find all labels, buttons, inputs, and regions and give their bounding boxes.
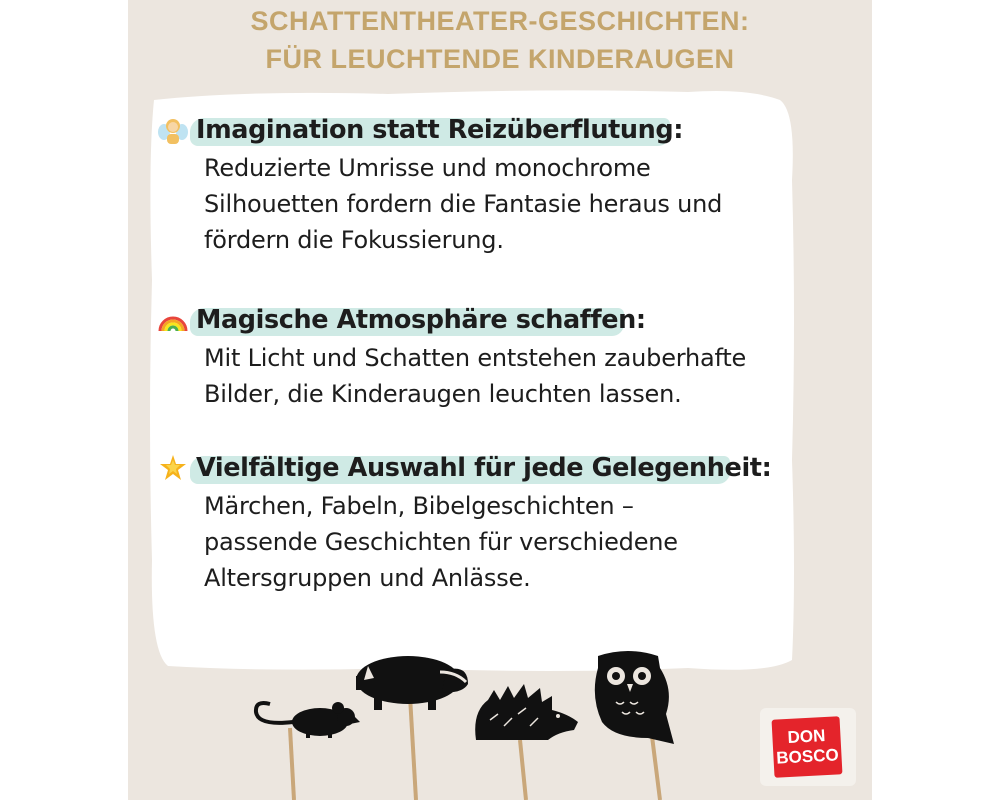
body-line: fördern die Fokussierung. — [204, 226, 504, 254]
body-line: Reduzierte Umrisse und monochrome — [204, 154, 651, 182]
title-line-1: SCHATTENTHEATER-GESCHICHTEN: — [250, 6, 750, 36]
logo-badge — [772, 716, 843, 777]
heading-text: Vielfältige Auswahl für jede Gelegenheit: — [196, 453, 772, 483]
owl-silhouette — [595, 651, 674, 744]
hedgehog-silhouette — [475, 684, 578, 740]
heading-text: Magische Atmosphäre schaffen: — [196, 305, 646, 335]
heading-text: Imagination statt Reizüberflutung: — [196, 115, 684, 145]
body-line: Bilder, die Kinderaugen leuchten lassen. — [204, 380, 682, 408]
body-line: passende Geschichten für verschiedene — [204, 528, 678, 556]
mouse-silhouette — [256, 702, 360, 738]
title-line-2: FÜR LEUCHTENDE KINDERAUGEN — [265, 44, 735, 74]
body-line: Silhouetten fordern die Fantasie heraus und — [204, 190, 723, 218]
shadow-puppets — [128, 0, 872, 800]
body-line: Märchen, Fabeln, Bibelgeschichten – — [204, 492, 634, 520]
content-panel — [128, 0, 872, 800]
logo-line-2: BOSCO — [775, 745, 840, 768]
don-bosco-logo — [760, 708, 856, 786]
body-line: Altersgruppen und Anlässe. — [204, 564, 531, 592]
body-line: Mit Licht und Schatten entstehen zauberhafte — [204, 344, 747, 372]
badger-silhouette — [356, 656, 468, 710]
logo-line-1: DON — [787, 726, 826, 747]
